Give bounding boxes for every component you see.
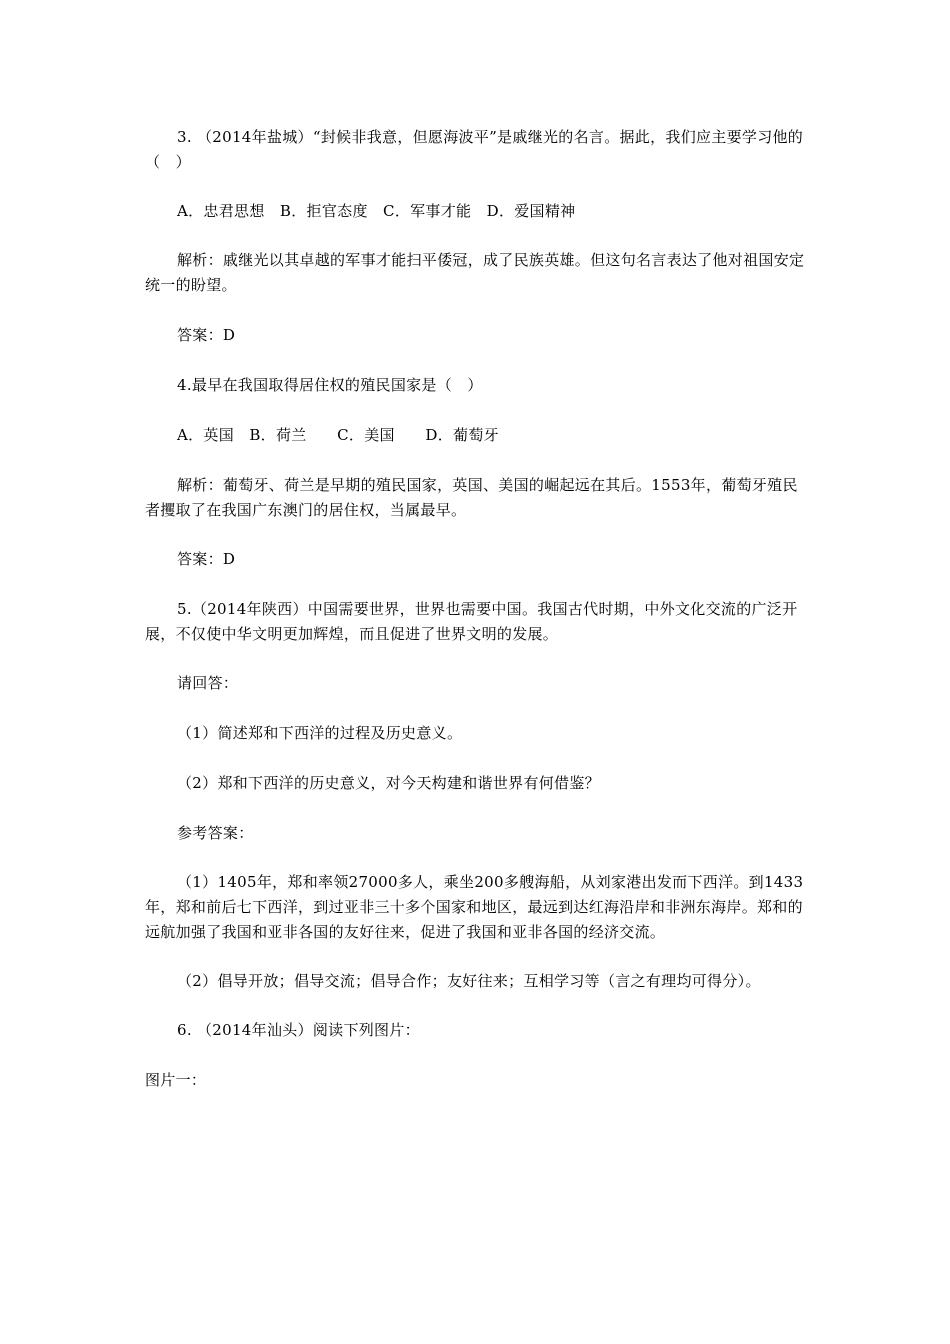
question-3-stem: 3. （2014年盐城）“封候非我意，但愿海波平”是戚继光的名言。据此，我们应主要学习他的（ ） [145, 128, 804, 171]
question-3-options: A．忠君思想 B．拒官态度 C．军事才能 D．爱国精神 [177, 202, 576, 220]
reference-answer-2: （2）倡导开放；倡导交流；倡导合作；友好往来；互相学习等（言之有理均可得分）。 [177, 972, 761, 990]
question-3-answer: 答案：D [177, 326, 236, 344]
question-4-analysis: 解析：葡萄牙、荷兰是早期的殖民国家，英国、美国的崛起远在其后。1553年，葡萄牙殖民者攫取了在我国广东澳门的居住权，当属最早。 [145, 476, 798, 519]
question-6-stem: 6. （2014年汕头）阅读下列图片： [177, 1021, 420, 1039]
question-5-sub-2: （2）郑和下西洋的历史意义，对今天构建和谐世界有何借鉴？ [177, 774, 600, 792]
question-4-stem: 4.最早在我国取得居住权的殖民国家是（ ） [177, 376, 483, 394]
reference-answer-1: （1）1405年，郑和率领27000多人，乘坐200多艘海船，从刘家港出发而下西洋。到1433年，郑和前后七下西洋，到过亚非三十多个国家和地区，最远到达红海沿岸和非洲东海岸。郑和的远航加强了我国和亚非各国的友好往来，促进了我国和亚非各国的经济交流。 [145, 873, 804, 941]
question-5-stem: 5.（2014年陕西）中国需要世界，世界也需要中国。我国古代时期，中外文化交流的广泛开展，不仅使中华文明更加辉煌，而且促进了世界文明的发展。 [145, 600, 798, 643]
question-5-prompt: 请回答： [177, 674, 239, 692]
question-4-answer: 答案：D [177, 550, 236, 568]
figure-label: 图片一： [145, 1071, 207, 1089]
question-3-analysis: 解析：戚继光以其卓越的军事才能扫平倭冠，成了民族英雄。但这句名言表达了他对祖国安定统一的盼望。 [145, 251, 805, 294]
question-4-options: A．英国 B．荷兰 C．美国 D．葡萄牙 [177, 426, 499, 444]
question-5-sub-1: （1）简述郑和下西洋的过程及历史意义。 [177, 724, 463, 742]
reference-answer-label: 参考答案： [177, 824, 254, 842]
